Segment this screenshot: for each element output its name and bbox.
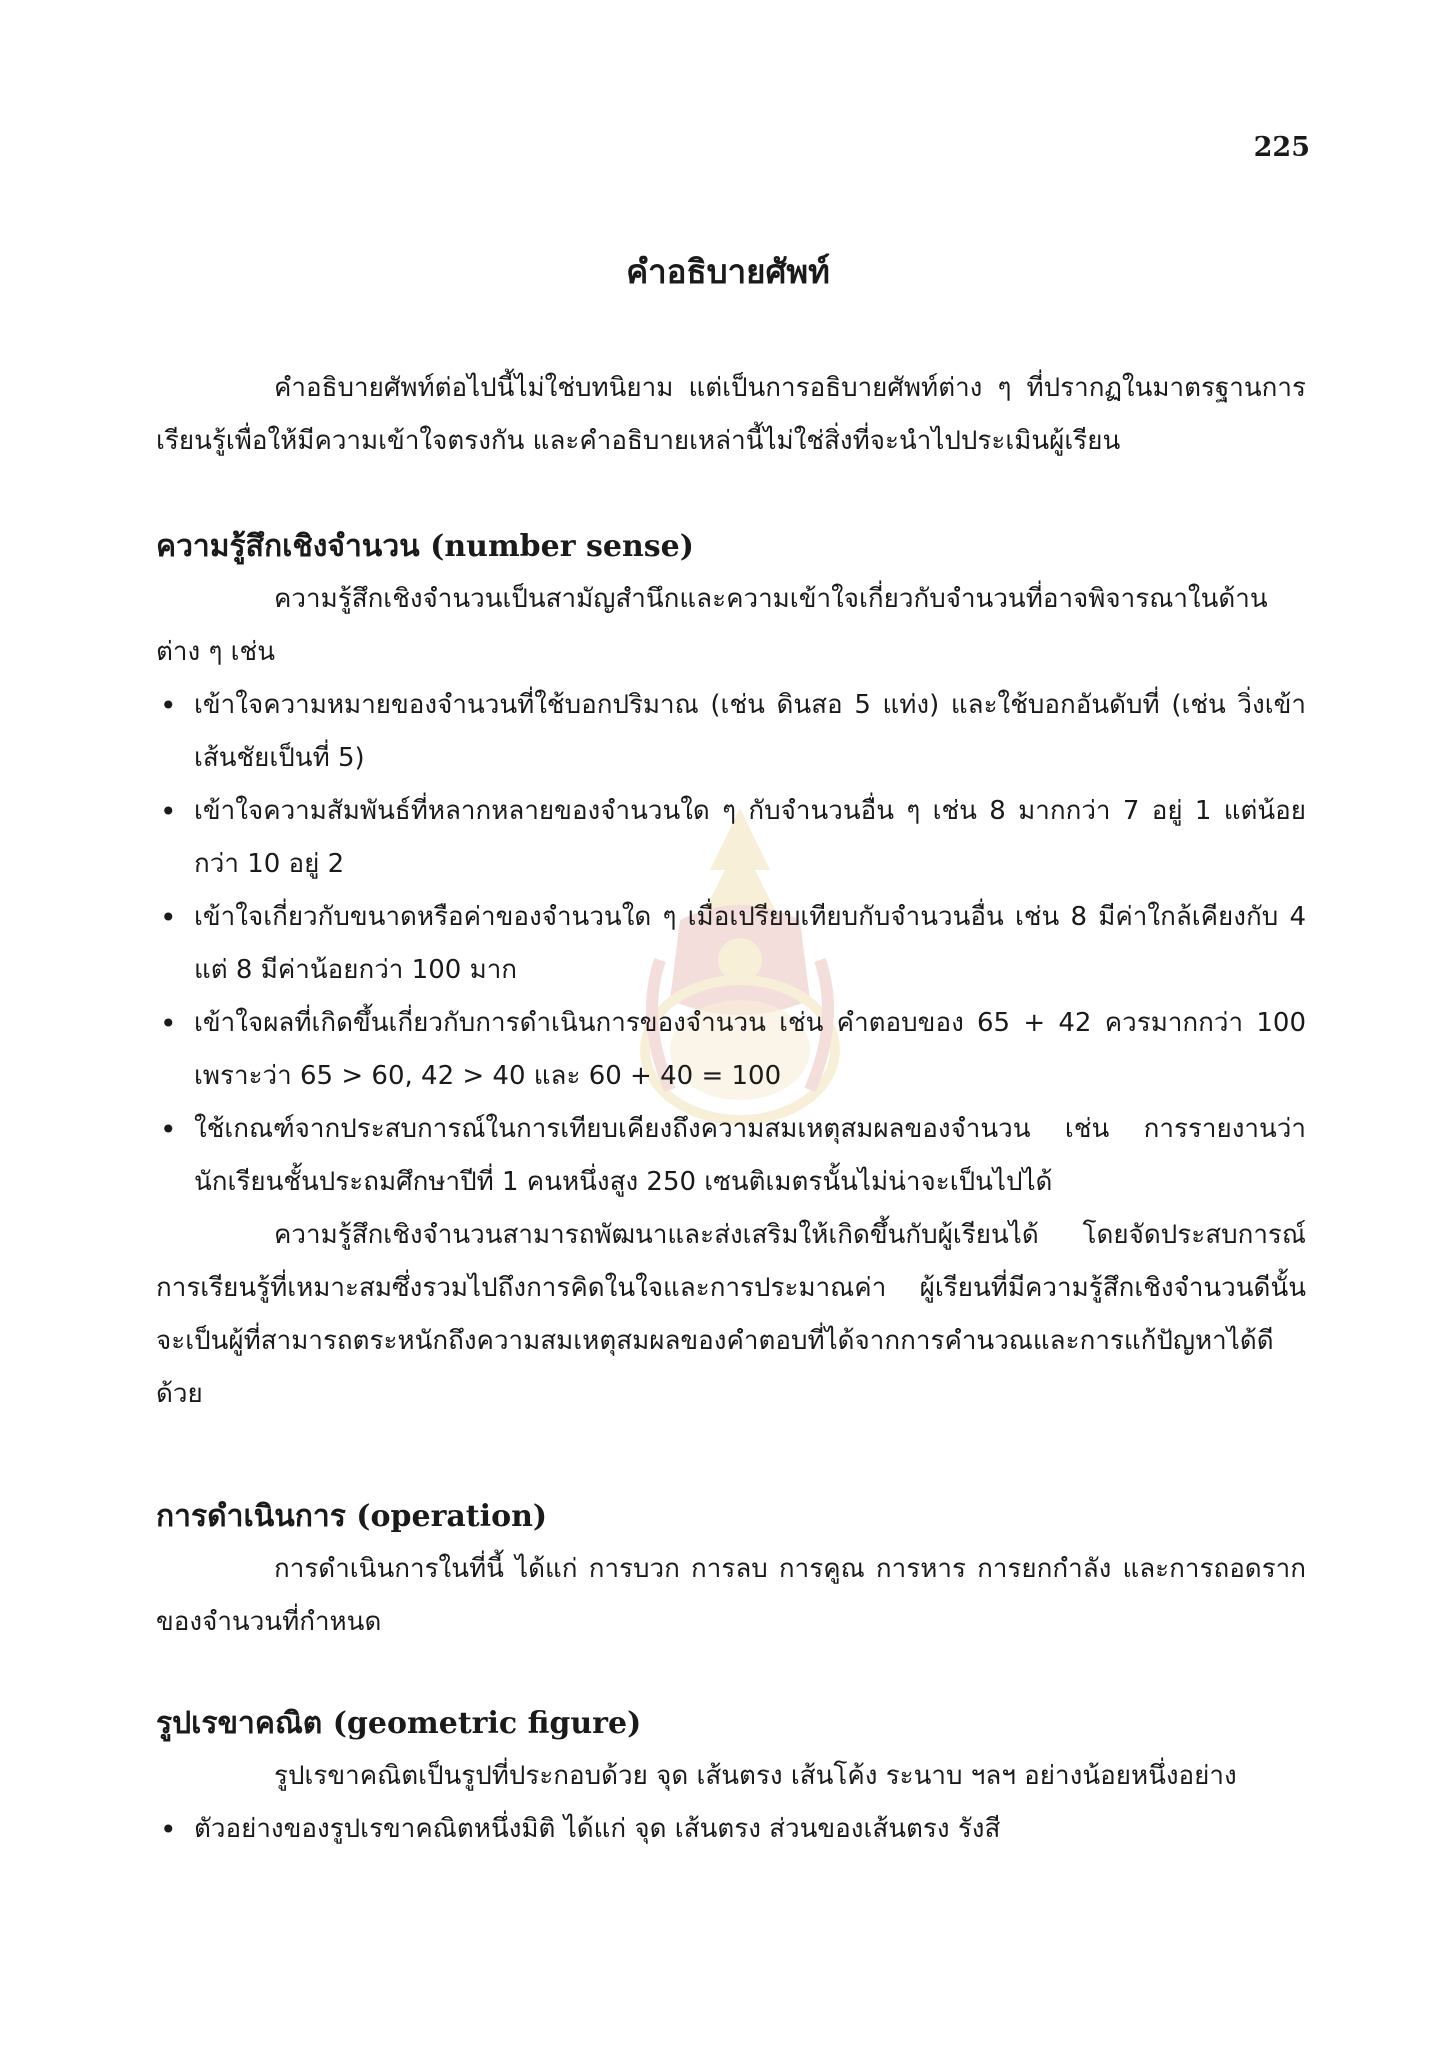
list-item: • ตัวอย่างของรูปเรขาคณิตหนึ่งมิติ ได้แก่ จุด เส้นตรง ส่วนของเส้นตรง รังสี — [156, 1803, 1306, 1856]
section-heading-th: ความรู้สึกเชิงจำนวน — [156, 529, 420, 564]
section-lead: รูปเรขาคณิตเป็นรูปที่ประกอบด้วย จุด เส้นตรง เส้นโค้ง ระนาบ ฯลฯ อย่างน้อยหนึ่งอย่าง — [274, 1761, 1237, 1791]
list-item: • เข้าใจความสัมพันธ์ที่หลากหลายของจำนวนใด ๆ กับจำนวนอื่น ๆ เช่น 8 มากกว่า 7 อยู่ 1 แต่น้อยกว่า 10 อยู่ 2 — [156, 785, 1306, 891]
section-closing: ความรู้สึกเชิงจำนวนสามารถพัฒนาและส่งเสริมให้เกิดขึ้นกับผู้เรียนได้ โดยจัดประสบการณ์การเรียนรู้ที่เหมาะสมซึ่งรวมไปถึงการคิดในใจและการประมาณค่า ผู้เรียนที่มีความรู้สึกเชิงจำนวนดีนั้นจะเป็นผู้ที่สามารถตระหนักถึงความสมเหตุสมผลของคำตอบที่ได้จากการคำนวณและการแก้ปัญหาได้ดีด้วย — [156, 1220, 1306, 1409]
page-number: 225 — [1253, 132, 1310, 163]
intro-block — [156, 362, 1306, 468]
section-heading-th: การดำเนินการ — [156, 1499, 346, 1534]
list-item: • ใช้เกณฑ์จากประสบการณ์ในการเทียบเคียงถึงความสมเหตุสมผลของจำนวน เช่น การรายงานว่านักเรียนชั้นประถมศึกษาปีที่ 1 คนหนึ่งสูง 250 เซนติเมตรนั้นไม่น่าจะเป็นไปได้ — [156, 1103, 1306, 1209]
list-item: • เข้าใจผลที่เกิดขึ้นเกี่ยวกับการดำเนินการของจำนวน เช่น คำตอบของ 65 + 42 ควรมากกว่า 100 เพราะว่า 65 > 60, 42 > 40 และ 60 + 40 = 100 — [156, 997, 1306, 1103]
section-geometric-figure — [156, 1697, 1306, 1856]
section-number-sense — [156, 520, 1306, 1421]
bullet-list — [156, 1803, 1306, 1856]
section-lead: ความรู้สึกเชิงจำนวนเป็นสามัญสำนึกและความเข้าใจเกี่ยวกับจำนวนที่อาจพิจารณาในด้านต่าง ๆ เช่น — [156, 584, 1268, 667]
section-heading — [156, 520, 1306, 573]
section-heading-th: รูปเรขาคณิต — [156, 1706, 323, 1741]
section-heading-en: (number sense) — [430, 529, 694, 564]
section-operation — [156, 1490, 1306, 1649]
section-heading-en: (geometric figure) — [332, 1706, 642, 1741]
list-item: • เข้าใจเกี่ยวกับขนาดหรือค่าของจำนวนใด ๆ เมื่อเปรียบเทียบกับจำนวนอื่น เช่น 8 มีค่าใกล้เคียงกับ 4 แต่ 8 มีค่าน้อยกว่า 100 มาก — [156, 891, 1306, 997]
section-lead: การดำเนินการในที่นี้ ได้แก่ การบวก การลบ การคูณ การหาร การยกกำลัง และการถอดรากของจำนวนที่กำหนด — [156, 1554, 1306, 1637]
list-item: • เข้าใจความหมายของจำนวนที่ใช้บอกปริมาณ (เช่น ดินสอ 5 แท่ง) และใช้บอกอันดับที่ (เช่น วิ่งเข้าเส้นชัยเป็นที่ 5) — [156, 679, 1306, 785]
section-heading-en: (operation) — [356, 1499, 548, 1534]
intro-paragraph: คำอธิบายศัพท์ต่อไปนี้ไม่ใช่บทนิยาม แต่เป็นการอธิบายศัพท์ต่าง ๆ ที่ปรากฏในมาตรฐานการเรียนรู้เพื่อให้มีความเข้าใจตรงกัน และคำอธิบายเหล่านี้ไม่ใช่สิ่งที่จะนำไปประเมินผู้เรียน — [156, 373, 1306, 456]
section-heading — [156, 1697, 1306, 1750]
page-title: คำอธิบายศัพท์ — [626, 252, 830, 291]
section-heading — [156, 1490, 1306, 1543]
bullet-list — [156, 679, 1306, 1209]
